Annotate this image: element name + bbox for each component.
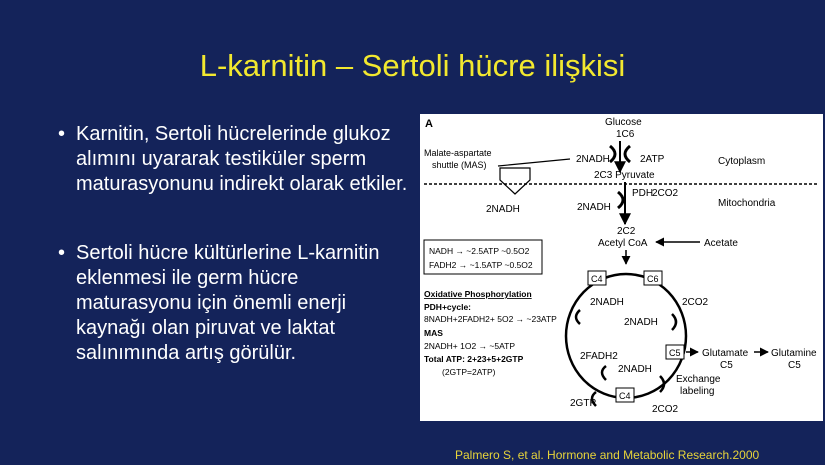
- cycle-co2-1: 2CO2: [682, 297, 709, 308]
- tca-cycle: [566, 274, 686, 398]
- glutamine-label: Glutamine: [771, 348, 817, 359]
- mas-label-line2: shuttle (MAS): [432, 160, 487, 170]
- nadh-left-label: 2NADH: [486, 204, 520, 215]
- bullet-item: [58, 241, 408, 366]
- shuttle-arrow-icon: [500, 168, 530, 194]
- exchange-label: Exchange: [676, 374, 721, 385]
- glutamate-c5-label: C5: [720, 360, 733, 371]
- c6-label: 1C6: [616, 129, 635, 140]
- gtp-label: 2GTP: [570, 398, 597, 409]
- glucose-label: Glucose: [605, 117, 642, 128]
- acetyl-coa-label: Acetyl CoA: [598, 238, 648, 249]
- two-nadh-top: 2NADH: [576, 154, 610, 165]
- slide-title: L-karnitin – Sertoli hücre ilişkisi: [199, 48, 626, 83]
- mas-line: [498, 159, 570, 166]
- cytoplasm-label: Cytoplasm: [718, 156, 766, 167]
- panel-label: A: [425, 118, 433, 130]
- cycle-nadh-1: 2NADH: [590, 297, 624, 308]
- cycle-co2-2: 2CO2: [652, 404, 679, 415]
- citation: Palmero S, et al. Hormone and Metabolic Research.2000: [455, 448, 760, 462]
- mitochondria-label: Mitochondria: [718, 198, 776, 209]
- cycle-curl-arrow: [660, 376, 664, 392]
- glutamate-label: Glutamate: [702, 348, 749, 359]
- cycle-curl-arrow: [602, 366, 606, 380]
- cycle-curl-arrow: [576, 310, 580, 324]
- conversion-line2: FADH2 → ~1.5ATP ~0.5O2: [429, 260, 533, 270]
- c2-label: 2C2: [617, 226, 636, 237]
- metabolism-diagram: [420, 114, 823, 421]
- mas-label-line1: Malate-aspartate: [424, 148, 492, 158]
- mas-equation: 2NADH+ 1O2 → ~5ATP: [424, 341, 516, 351]
- pdh-cycle-label: PDH+cycle:: [424, 302, 472, 312]
- bullet-marker: •: [58, 123, 66, 145]
- cycle-fadh2: 2FADH2: [580, 351, 618, 362]
- glutamine-c5-label: C5: [788, 360, 801, 371]
- ox-phos-title: Oxidative Phosphorylation: [424, 289, 532, 299]
- acetate-label: Acetate: [704, 238, 738, 249]
- bullet-list: [58, 122, 408, 410]
- glycolysis-curl-right: [625, 146, 630, 162]
- pdh-label: PDH: [632, 188, 654, 199]
- two-atp-label: 2ATP: [640, 154, 665, 165]
- c5-box-label: C5: [669, 348, 681, 358]
- glycolysis-curl-left: [610, 146, 615, 162]
- co2-top-label: 2CO2: [652, 188, 679, 199]
- conversion-line1: NADH → ~2.5ATP ~0.5O2: [429, 246, 530, 256]
- mas-heading: MAS: [424, 328, 443, 338]
- total-atp: Total ATP: 2+23+5+2GTP: [424, 354, 524, 364]
- bullet-marker: •: [58, 242, 66, 264]
- cycle-nadh-2: 2NADH: [624, 317, 658, 328]
- pdh-equation: 8NADH+2FADH2+ 5O2 → ~23ATP: [424, 314, 557, 324]
- gtp-equation: (2GTP=2ATP): [442, 367, 496, 377]
- labeling-label: labeling: [680, 386, 715, 397]
- pyruvate-label: 2C3 Pyruvate: [594, 170, 655, 181]
- bullet-text: Karnitin, Sertoli hücrelerinde glukoz alımını uyararak testiküler sperm maturasyonunu indirekt olarak etkiler.: [76, 123, 408, 195]
- cycle-curl-arrow: [672, 314, 676, 330]
- c4-top-label: C4: [591, 274, 603, 284]
- pdh-curl: [618, 192, 623, 208]
- c6-box-label: C6: [647, 274, 659, 284]
- bullet-item: [58, 122, 408, 197]
- nadh-mid-label: 2NADH: [577, 202, 611, 213]
- bullet-text: Sertoli hücre kültürlerine L-karnitin eklenmesi ile germ hücre maturasyonu için önemli enerji kaynağı olan piruvat ve laktat salınımında artış görülür.: [76, 242, 380, 364]
- cycle-nadh-3: 2NADH: [618, 364, 652, 375]
- c4-bottom-label: C4: [619, 391, 631, 401]
- diagram-svg: [420, 114, 823, 421]
